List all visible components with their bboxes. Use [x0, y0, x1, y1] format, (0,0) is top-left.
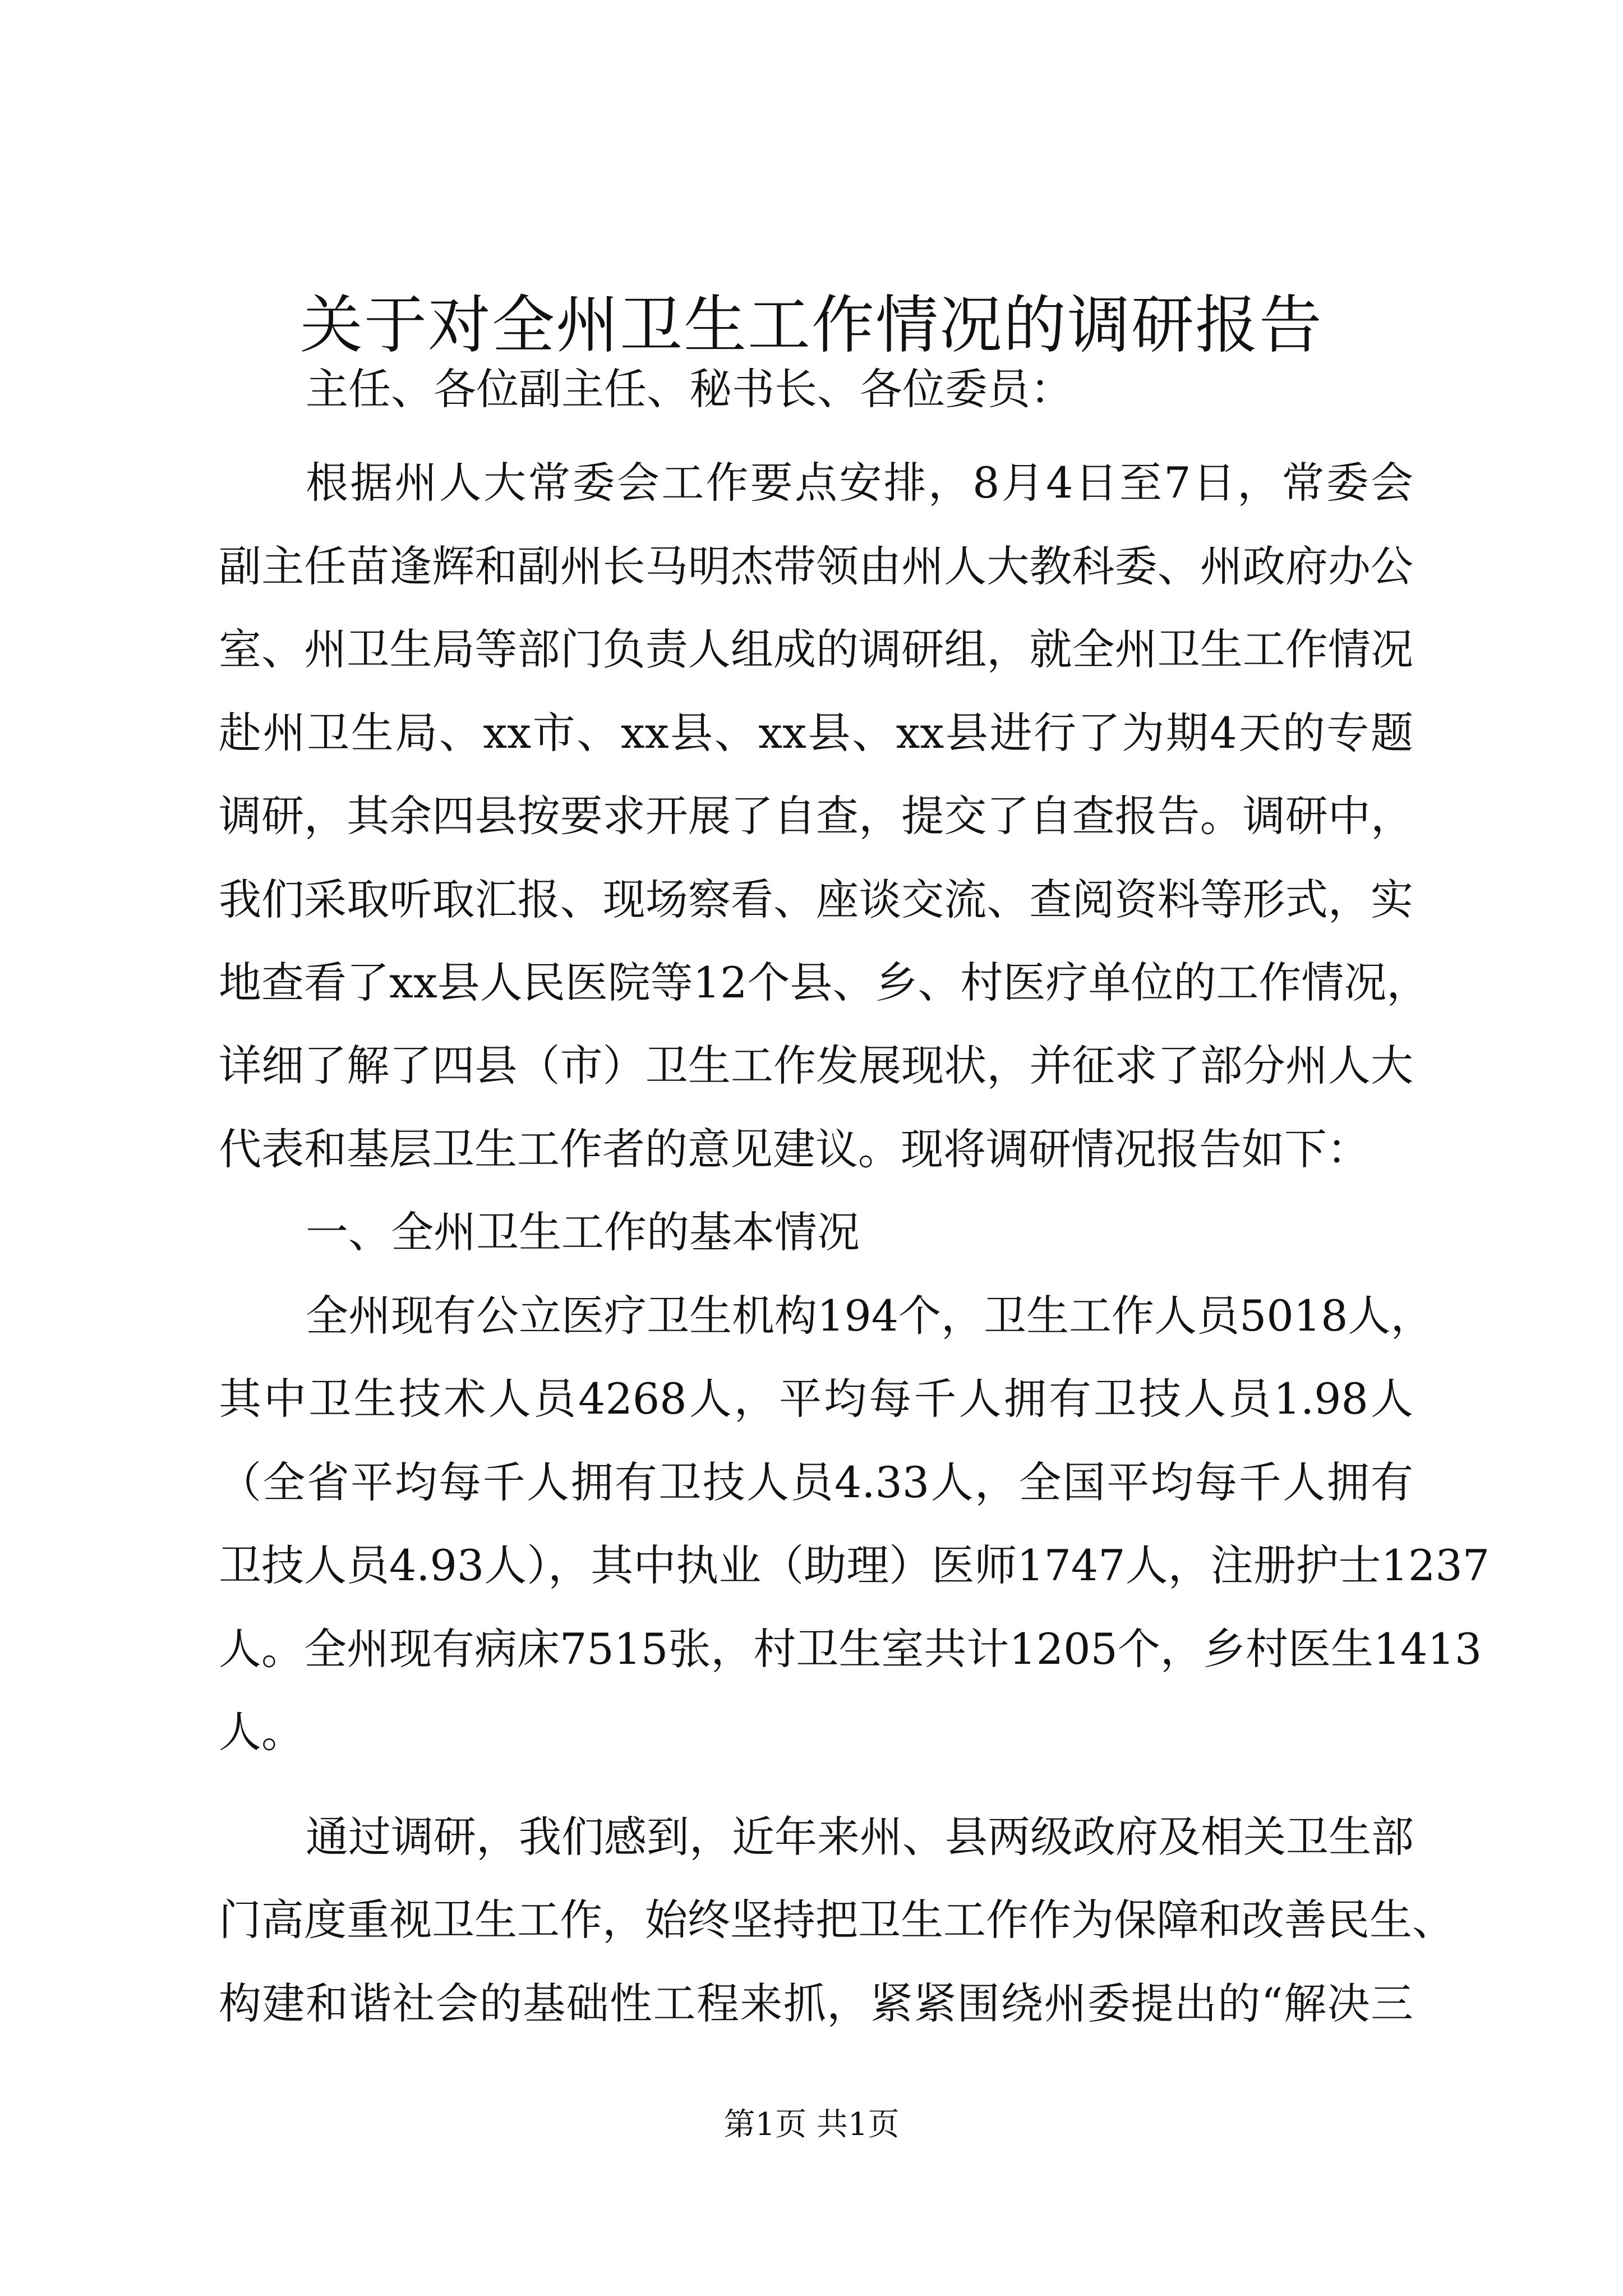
document-title: 关于对全州卫生工作情况的调研报告	[300, 289, 1323, 362]
page-number-footer: 第1页 共1页	[723, 2106, 900, 2143]
document-page: 关于对全州卫生工作情况的调研报告 主任、各位副主任、秘书长、各位委员： 根据州人大常委会工作要点安排，8月4日至7日，常委会 副主任苗逢辉和副州长马明杰带领由州人大教科委、州政府办公 室、州卫生局等部门负责人组成的调研组，就全州卫生工作情况 赴州卫生局、xx市、xx县、xx县、xx县进行了为期4天的专题 调研，其余四县按要求开展了自查，提交了自查报告。调研中， 我们采取听取汇报、现场察看、座谈交流、查阅资料等形式，实 地查看了xx县人民医院等12个县、乡、村医疗单位的工作情况， 详细了解了四县（市）卫生工作发展现状，并征求了部分州人大 代表和基层卫生工作者的意见建议。现将调研情况报告如下： 一、全州卫生工作的基本情况 全州现有公立医疗卫生机构194个，卫生工作人员5018人， 其中卫生技术人员4268人，平均每千人拥有卫技人员1.98人 （全省平均每千人拥有卫技人员4.33人，全国平均每千人拥有 卫技人员4.93人），其中执业（助理）医师1747人，注册护士1237 人。全州现有病床7515张，村卫生室共计1205个，乡村医生1413 人。 通过调研，我们感到，近年来州、县两级政府及相关卫生部 门高度重视卫生工作，始终坚持把卫生工作作为保障和改善民生、 构建和谐社会的基础性工程来抓，紧紧围绕州委提出的“解决三 第1页 共1页	[0, 0, 1623, 2296]
